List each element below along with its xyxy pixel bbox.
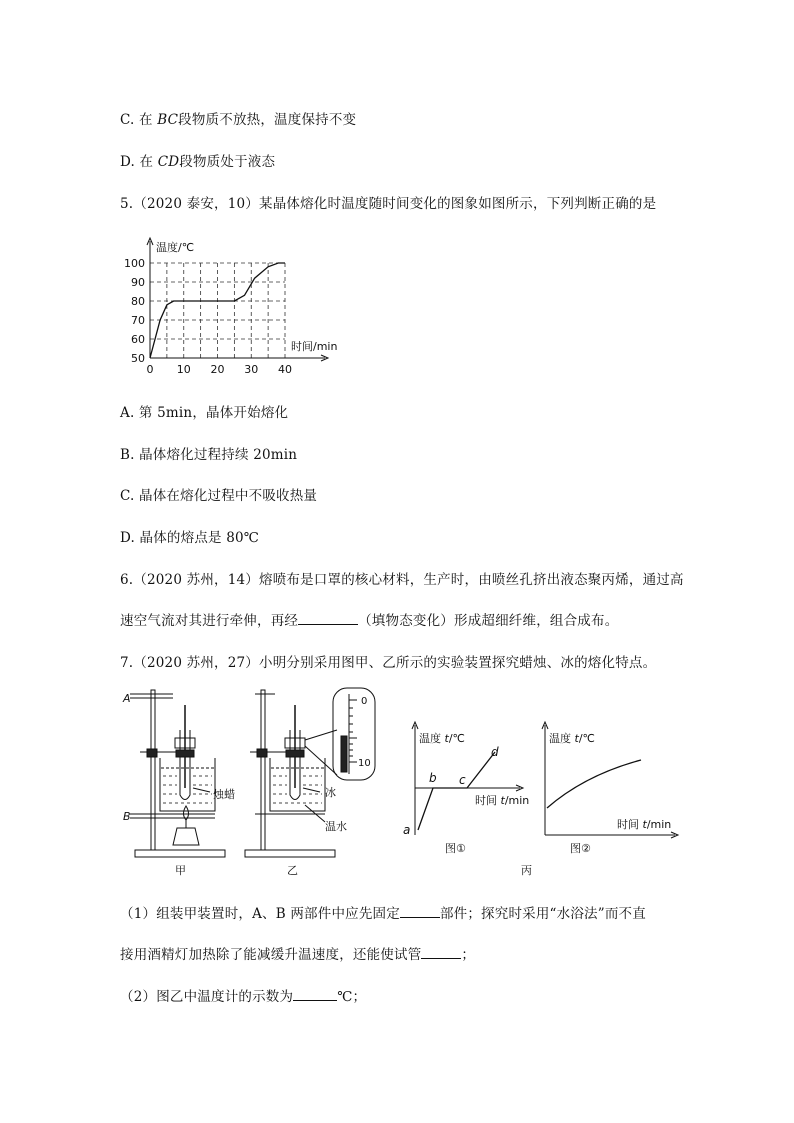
point-c: c (459, 773, 466, 787)
label-ice: 冰 (325, 786, 336, 799)
question-7-part-1-line-1 (120, 902, 646, 922)
option-d-q4 (120, 150, 275, 170)
question-6-line-2 (120, 609, 618, 629)
segment-label: BC (157, 112, 179, 128)
option-c-q5: C. 晶体在熔化过程中不吸收热量 (120, 488, 318, 504)
apparatus-jia (130, 690, 225, 857)
q7-1-text-after-blank: 部件；探究时采用“水浴法”而不直 (439, 906, 646, 922)
option-a-q5: A. 第 5min，晶体开始熔化 (120, 405, 289, 421)
label-water: 温水 (325, 820, 347, 833)
graph2-caption: 图② (570, 842, 591, 855)
option-d-text: 段物质处于液态 (179, 154, 276, 170)
stand-rod (151, 690, 155, 850)
base-plate (245, 850, 335, 857)
option-d-q5: D. 晶体的熔点是 80℃ (120, 530, 260, 546)
question-7-part-2 (120, 985, 366, 1005)
label-jia: 甲 (175, 864, 186, 877)
option-c-text: 段物质不放热，温度保持不变 (178, 112, 357, 128)
x-tick-label: 20 (210, 363, 225, 376)
x-tick-label: 30 (244, 363, 259, 376)
temperature-curve (547, 760, 641, 808)
scale-top: 0 (361, 696, 368, 707)
scale-bottom: 10 (358, 758, 371, 769)
x-tick-label: 10 (176, 363, 191, 376)
y-tick-label: 60 (131, 333, 145, 346)
base-plate (135, 850, 225, 857)
y-axis-label: 温度/℃ (156, 241, 195, 254)
question-6-text-after-blank: （填物态变化）形成超细纤维，组合成布。 (358, 613, 619, 629)
q7-1-text-before-blank: （1）组装甲装置时，A、B 两部件中应先固定 (120, 906, 400, 922)
y-tick-label: 80 (131, 295, 145, 308)
question-6-line-1: 6.（2020 苏州，14）熔喷布是口罩的核心材料，生产时，由喷丝孔挤出液态聚丙烯，通过高 (120, 572, 684, 588)
answer-blank[interactable] (421, 946, 461, 959)
point-a: a (403, 823, 411, 837)
graph1-ylabel: 温度 t/℃ (419, 732, 465, 745)
answer-blank[interactable] (298, 612, 358, 625)
q7-2-text-after-blank: ℃； (337, 989, 367, 1005)
flame (184, 806, 189, 828)
question-7: 7.（2020 苏州，27）小明分别采用图甲、乙所示的实验装置探究蜡烛、冰的熔化特点。 (120, 655, 657, 671)
question-6-text-before-blank: 速空气流对其进行牵伸，再经 (120, 613, 299, 629)
y-tick-label: 90 (131, 276, 145, 289)
graph2-xlabel: 时间 t/min (617, 818, 672, 831)
q7-1b-text-before-blank: 接用酒精灯加热除了能减缓升温速度，还能使试管 (120, 947, 422, 963)
x-axis-label: 时间/min (291, 340, 338, 353)
stand-rod (261, 690, 265, 850)
experiment-figure (115, 680, 695, 880)
temperature-time-chart (115, 228, 355, 383)
option-b-q5: B. 晶体熔化过程持续 20min (120, 447, 298, 463)
question-7-part-1-line-2 (120, 943, 475, 963)
graph1-caption: 图① (445, 842, 466, 855)
thermometer-scale (349, 700, 357, 762)
segment-label: CD (157, 154, 180, 170)
option-c-prefix: C. 在 (120, 112, 158, 128)
label-a: A (123, 692, 131, 705)
y-tick-label: 100 (124, 257, 145, 270)
y-tick-label: 50 (131, 352, 145, 365)
q7-1b-text-after-blank: ； (461, 947, 476, 963)
answer-blank[interactable] (293, 988, 337, 1001)
question-5: 5.（2020 泰安，10）某晶体熔化时温度随时间变化的图象如图所示，下列判断正确的是 (120, 196, 657, 212)
mercury-column (341, 736, 347, 772)
apparatus-yi (245, 688, 375, 857)
graph2-ylabel: 温度 t/℃ (549, 732, 595, 745)
q7-2-text-before-blank: （2）图乙中温度计的示数为 (120, 989, 294, 1005)
x-tick-label: 40 (278, 363, 292, 376)
option-c-q4 (120, 108, 356, 128)
y-tick-label: 70 (131, 314, 145, 327)
alcohol-lamp (173, 828, 199, 845)
label-b: B (123, 810, 131, 823)
label-bing: 丙 (521, 864, 532, 877)
x-tick-label: 0 (146, 363, 154, 376)
label-yi: 乙 (287, 864, 298, 877)
option-d-prefix: D. 在 (120, 154, 158, 170)
point-b: b (429, 771, 437, 785)
answer-blank[interactable] (400, 905, 440, 918)
point-d: d (491, 745, 499, 759)
graph1-xlabel: 时间 t/min (475, 794, 530, 807)
label-candle: 烛蜡 (213, 788, 235, 801)
melting-curve (418, 752, 495, 830)
